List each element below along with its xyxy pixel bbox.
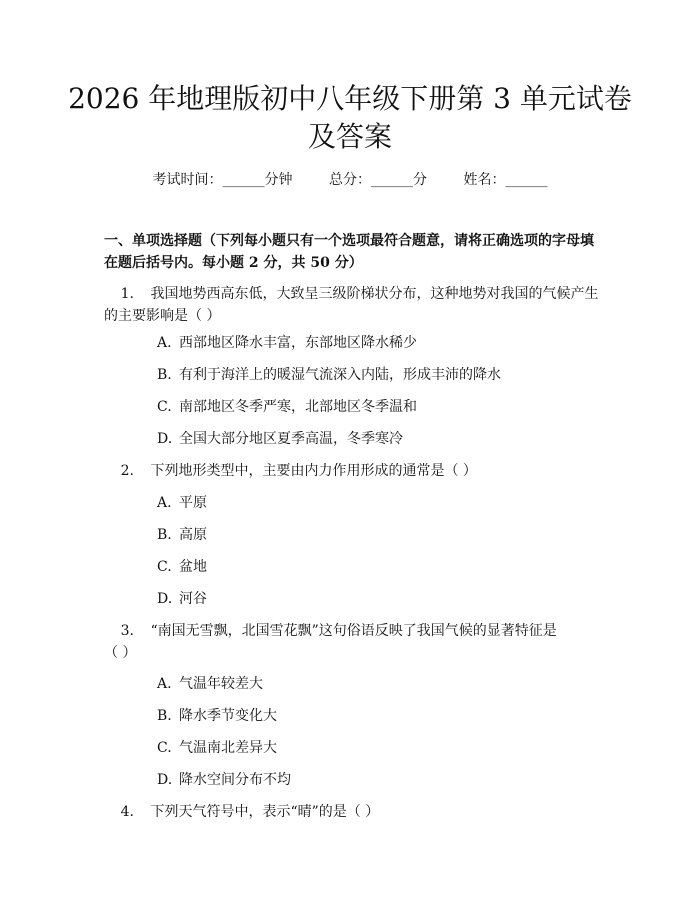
option-text: 河谷 (179, 591, 207, 607)
exam-title-line-2: 及答案 (307, 120, 392, 153)
option-text: 西部地区降水丰富，东部地区降水稀少 (179, 335, 417, 351)
option-text: 降水季节变化大 (179, 708, 277, 724)
question-3-option-c (157, 737, 277, 759)
question-stem-line-1: “南国无雪飘，北国雪花飘”这句俗语反映了我国气候的显著特征是 (150, 623, 557, 639)
section-heading-line-1: 一、单项选择题（下列每小题只有一个选项最符合题意，请将正确选项的字母填 (104, 233, 594, 249)
option-letter: A. (157, 676, 172, 692)
question-stem-line-1: 我国地势西高东低，大致呈三级阶梯状分布，这种地势对我国的气候产生 (150, 286, 599, 302)
question-number: 1. (120, 286, 134, 302)
question-4 (104, 801, 604, 823)
question-number: 2. (120, 463, 134, 479)
question-stem-line-2: （ ） (104, 645, 137, 661)
option-letter: D. (157, 591, 173, 607)
option-text: 盆地 (179, 559, 207, 575)
question-1-option-a (157, 332, 417, 354)
question-3-option-a (157, 673, 263, 695)
question-3 (104, 620, 604, 664)
question-3-option-b (157, 705, 277, 727)
exam-title (60, 80, 640, 156)
question-2-option-a (157, 492, 207, 514)
question-1-option-c (157, 396, 417, 418)
option-letter: A. (157, 335, 172, 351)
question-stem-line-1: 下列天气符号中，表示“晴”的是（ ） (150, 804, 380, 820)
option-text: 高原 (179, 527, 207, 543)
question-stem-line-2: 的主要影响是（ ） (104, 308, 221, 324)
option-letter: A. (157, 495, 172, 511)
option-letter: C. (157, 559, 172, 575)
question-1 (104, 283, 604, 327)
option-text: 南部地区冬季严寒，北部地区冬季温和 (179, 399, 417, 415)
question-2-option-d (157, 588, 207, 610)
exam-name-field: 姓名：______ (463, 172, 548, 188)
option-text: 气温年较差大 (179, 676, 263, 692)
question-stem-line-1: 下列地形类型中，主要由内力作用形成的通常是（ ） (150, 463, 477, 479)
question-number: 3. (120, 623, 134, 639)
option-text: 气温南北差异大 (179, 740, 277, 756)
exam-time-field: 考试时间：______分钟 (152, 172, 293, 188)
exam-title-line-1: 2026 年地理版初中八年级下册第 3 单元试卷 (68, 82, 632, 115)
question-2 (104, 460, 604, 482)
option-letter: B. (157, 367, 172, 383)
question-2-option-b (157, 524, 207, 546)
option-text: 平原 (179, 495, 207, 511)
option-letter: D. (157, 431, 173, 447)
option-letter: B. (157, 527, 172, 543)
question-3-option-d (157, 769, 291, 791)
question-2-option-c (157, 556, 207, 578)
option-text: 降水空间分布不均 (179, 772, 291, 788)
exam-score-field: 总分：______分 (329, 172, 427, 188)
question-number: 4. (120, 804, 134, 820)
section-heading (104, 230, 604, 274)
question-1-option-b (157, 364, 501, 386)
option-letter: C. (157, 399, 172, 415)
section-heading-line-2: 在题后括号内。每小题 2 分，共 50 分） (104, 255, 363, 271)
option-letter: D. (157, 772, 173, 788)
option-text: 有利于海洋上的暖湿气流深入内陆，形成丰沛的降水 (179, 367, 501, 383)
option-letter: B. (157, 708, 172, 724)
option-letter: C. (157, 740, 172, 756)
option-text: 全国大部分地区夏季高温，冬季寒冷 (179, 431, 403, 447)
question-1-option-d (157, 428, 403, 450)
exam-meta (0, 170, 700, 190)
